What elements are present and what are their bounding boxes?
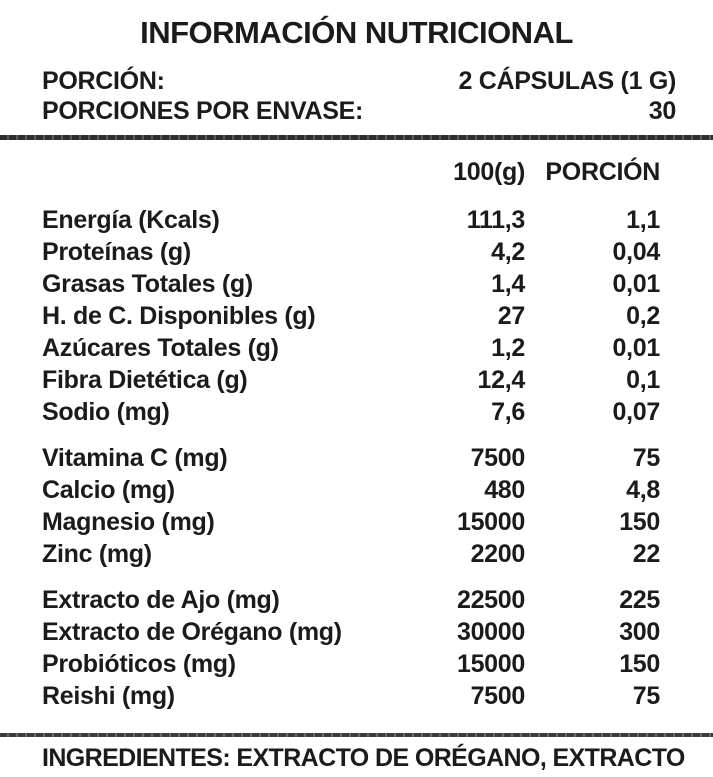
nutrient-portion: 1,1: [626, 206, 660, 234]
nutrient-portion: 300: [619, 618, 660, 646]
nutrient-name: Zinc (mg): [42, 540, 152, 568]
column-header-portion: PORCIÓN: [545, 158, 660, 186]
nutrient-per100: 15000: [456, 650, 525, 678]
nutrient-per100: 1,2: [491, 334, 525, 362]
nutrient-per100: 15000: [456, 508, 525, 536]
nutrient-portion: 75: [632, 444, 660, 472]
nutrient-group-minerals: [42, 442, 660, 570]
nutrient-group-macros: [42, 204, 660, 428]
nutrient-name: Reishi (mg): [42, 682, 175, 710]
nutrient-name: Vitamina C (mg): [42, 444, 228, 472]
nutrient-group-extracts: [42, 584, 660, 712]
nutrient-name: Extracto de Ajo (mg): [42, 586, 280, 614]
table-row: [42, 268, 660, 300]
nutrient-per100: 2200: [470, 540, 525, 568]
serving-size-row: [42, 66, 676, 96]
nutrient-per100: 4,2: [491, 238, 525, 266]
nutrient-name: Sodio (mg): [42, 398, 170, 426]
nutrient-per100: 111,3: [466, 206, 525, 234]
nutrient-per100: 480: [484, 476, 525, 504]
servings-per-container-row: [42, 96, 676, 126]
serving-size-label: PORCIÓN:: [42, 67, 165, 95]
nutrient-per100: 27: [497, 302, 525, 330]
table-row: [42, 204, 660, 236]
header-spacer: [42, 157, 375, 187]
nutrition-table: [0, 157, 713, 712]
table-row: [42, 506, 660, 538]
nutrient-per100: 12,4: [477, 366, 525, 394]
nutrient-per100: 22500: [456, 586, 525, 614]
nutrient-name: Azúcares Totales (g): [42, 334, 279, 362]
nutrient-per100: 7500: [470, 682, 525, 710]
label-title: INFORMACIÓN NUTRICIONAL: [140, 15, 573, 50]
nutrient-portion: 4,8: [626, 476, 660, 504]
servings-per-container-label: PORCIONES POR ENVASE:: [42, 97, 364, 125]
nutrient-portion: 22: [632, 540, 660, 568]
nutrient-name: H. de C. Disponibles (g): [42, 302, 316, 330]
top-divider: [0, 135, 713, 140]
nutrient-name: Grasas Totales (g): [42, 270, 253, 298]
nutrient-name: Fibra Dietética (g): [42, 366, 248, 394]
table-row: [42, 364, 660, 396]
nutrient-name: Probióticos (mg): [42, 650, 236, 678]
serving-info: [42, 66, 676, 126]
ingredients-text: INGREDIENTES: EXTRACTO DE ORÉGANO, EXTRACTO: [42, 744, 685, 772]
nutrient-portion: 0,01: [612, 334, 660, 362]
serving-size-value: 2 CÁPSULAS (1 G): [458, 67, 676, 95]
servings-per-container-value: 30: [648, 97, 676, 125]
nutrient-portion: 0,07: [612, 398, 660, 426]
nutrient-per100: 30000: [456, 618, 525, 646]
nutrient-portion: 0,1: [626, 366, 660, 394]
table-row: [42, 648, 660, 680]
nutrient-portion: 150: [619, 508, 660, 536]
table-row: [42, 236, 660, 268]
nutrient-name: Energía (Kcals): [42, 206, 220, 234]
nutrient-portion: 225: [619, 586, 660, 614]
nutrient-name: Magnesio (mg): [42, 508, 215, 536]
table-row: [42, 442, 660, 474]
table-row: [42, 538, 660, 570]
nutrient-portion: 0,2: [626, 302, 660, 330]
table-row: [42, 474, 660, 506]
table-row: [42, 332, 660, 364]
table-row: [42, 616, 660, 648]
nutrient-portion: 150: [619, 650, 660, 678]
table-row: [42, 396, 660, 428]
nutrient-portion: 0,04: [612, 238, 660, 266]
table-header-row: [42, 157, 660, 187]
nutrient-name: Extracto de Orégano (mg): [42, 618, 342, 646]
nutrient-per100: 1,4: [491, 270, 525, 298]
nutrient-per100: 7500: [470, 444, 525, 472]
nutrient-name: Calcio (mg): [42, 476, 175, 504]
nutrient-per100: 7,6: [491, 398, 525, 426]
table-row: [42, 584, 660, 616]
table-row: [42, 680, 660, 712]
column-header-per100: 100(g): [453, 158, 525, 186]
nutrient-portion: 75: [632, 682, 660, 710]
nutrient-name: Proteínas (g): [42, 238, 191, 266]
table-row: [42, 300, 660, 332]
ingredients-divider: [0, 733, 713, 737]
nutrient-portion: 0,01: [612, 270, 660, 298]
